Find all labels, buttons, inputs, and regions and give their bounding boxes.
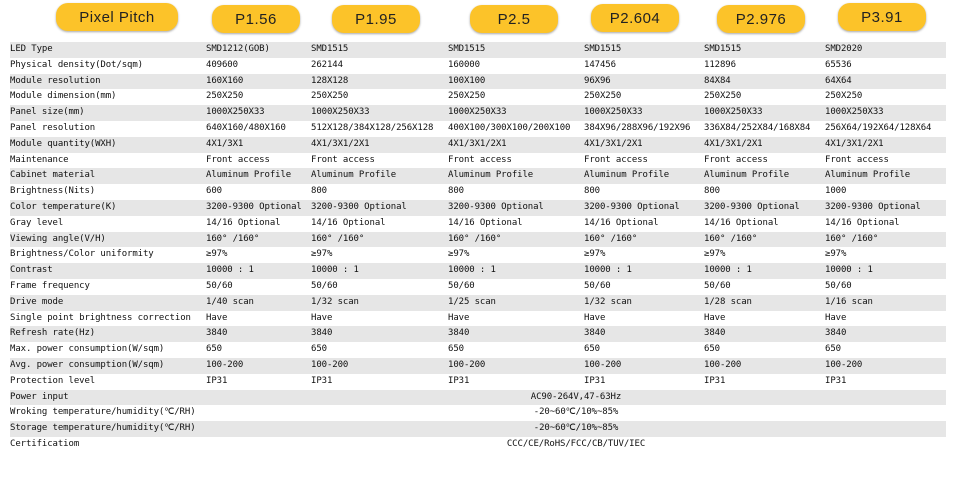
spec-value: IP31 [825,374,946,390]
spec-label: Protection level [10,374,206,390]
spec-value: 160° /160° [448,232,584,248]
spec-row [10,216,946,232]
spec-row [10,232,946,248]
spec-value: 14/16 Optional [206,216,311,232]
pixel-pitch-header [0,0,972,40]
spec-row [10,311,946,327]
spec-value: Aluminum Profile [448,168,584,184]
spec-label: Storage temperature/humidity(℃/RH) [10,421,206,437]
spec-value: Have [584,311,704,327]
spec-value: 50/60 [206,279,311,295]
spec-value: 64X64 [825,74,946,90]
spec-value: ≥97% [448,247,584,263]
pitch-p2-604: P2.604 [591,4,679,32]
spec-value: 3200-9300 Optional [825,200,946,216]
spec-value: 800 [448,184,584,200]
spec-value: 800 [704,184,825,200]
spec-value: 4X1/3X1/2X1 [311,137,448,153]
spec-value: 112896 [704,58,825,74]
pitch-p2-5: P2.5 [470,5,558,33]
spec-value: 4X1/3X1/2X1 [704,137,825,153]
spec-value: 160X160 [206,74,311,90]
spec-value: 384X96/288X96/192X96 [584,121,704,137]
spec-span-value: -20~60℃/10%~85% [206,421,946,437]
spec-row [10,168,946,184]
spec-value: Have [704,311,825,327]
spec-label: Brightness(Nits) [10,184,206,200]
spec-value: 1000X250X33 [704,105,825,121]
spec-row [10,263,946,279]
spec-value: Aluminum Profile [825,168,946,184]
spec-value: 1000 [825,184,946,200]
spec-row [10,200,946,216]
spec-label: Drive mode [10,295,206,311]
spec-value: 3840 [206,326,311,342]
spec-value: SMD2020 [825,42,946,58]
spec-span-row [10,437,946,453]
spec-label: Brightness/Color uniformity [10,247,206,263]
spec-value: ≥97% [704,247,825,263]
spec-value: 1000X250X33 [584,105,704,121]
pitch-p1-95: P1.95 [332,5,420,33]
spec-value: Front access [704,153,825,169]
spec-value: 128X128 [311,74,448,90]
spec-value: 409600 [206,58,311,74]
spec-value: 650 [311,342,448,358]
spec-value: SMD1515 [584,42,704,58]
spec-value: 3840 [448,326,584,342]
spec-value: 250X250 [584,89,704,105]
spec-value: 100-200 [825,358,946,374]
spec-value: 50/60 [825,279,946,295]
spec-value: 100-200 [311,358,448,374]
spec-value: 96X96 [584,74,704,90]
spec-value: 14/16 Optional [704,216,825,232]
spec-label: Avg. power consumption(W/sqm) [10,358,206,374]
spec-row [10,58,946,74]
spec-value: SMD1515 [704,42,825,58]
spec-value: 10000 : 1 [704,263,825,279]
spec-row [10,137,946,153]
spec-value: 100-200 [704,358,825,374]
spec-value: 50/60 [448,279,584,295]
spec-value: 3200-9300 Optional [704,200,825,216]
spec-value: 1000X250X33 [825,105,946,121]
spec-value: 50/60 [584,279,704,295]
spec-value: Aluminum Profile [584,168,704,184]
spec-value: 250X250 [825,89,946,105]
spec-value: 3840 [825,326,946,342]
spec-value: 50/60 [311,279,448,295]
spec-row [10,358,946,374]
spec-value: 160° /160° [584,232,704,248]
spec-row [10,326,946,342]
spec-row [10,247,946,263]
spec-value: 10000 : 1 [206,263,311,279]
spec-value: 160° /160° [311,232,448,248]
spec-span-value: CCC/CE/RoHS/FCC/CB/TUV/IEC [206,437,946,453]
spec-value: 800 [311,184,448,200]
spec-value: Front access [206,153,311,169]
spec-value: Aluminum Profile [704,168,825,184]
spec-value: 100-200 [584,358,704,374]
spec-value: ≥97% [311,247,448,263]
spec-value: 10000 : 1 [448,263,584,279]
spec-value: 10000 : 1 [825,263,946,279]
spec-value: 1/40 scan [206,295,311,311]
spec-value: 650 [704,342,825,358]
spec-value: Front access [448,153,584,169]
spec-label: Module dimension(mm) [10,89,206,105]
spec-value: 160° /160° [704,232,825,248]
spec-value: 640X160/480X160 [206,121,311,137]
spec-value: IP31 [584,374,704,390]
spec-value: 3840 [584,326,704,342]
spec-value: 250X250 [448,89,584,105]
spec-value: 50/60 [704,279,825,295]
spec-row [10,153,946,169]
spec-value: 3200-9300 Optional [206,200,311,216]
pitch-p3-91: P3.91 [838,3,926,31]
spec-label: Refresh rate(Hz) [10,326,206,342]
spec-label: Single point brightness correction [10,311,206,327]
spec-value: 1000X250X33 [448,105,584,121]
spec-value: 1000X250X33 [206,105,311,121]
spec-value: Have [825,311,946,327]
spec-label: Viewing angle(V/H) [10,232,206,248]
spec-row [10,342,946,358]
spec-value: 1/28 scan [704,295,825,311]
spec-value: 650 [206,342,311,358]
spec-label: LED Type [10,42,206,58]
spec-value: 1/32 scan [311,295,448,311]
spec-value: IP31 [206,374,311,390]
spec-label: Gray level [10,216,206,232]
spec-value: Have [311,311,448,327]
spec-value: 4X1/3X1/2X1 [584,137,704,153]
spec-value: 4X1/3X1/2X1 [448,137,584,153]
spec-value: 100-200 [448,358,584,374]
spec-value: 100X100 [448,74,584,90]
spec-value: 650 [448,342,584,358]
spec-value: 3200-9300 Optional [584,200,704,216]
spec-value: Front access [311,153,448,169]
spec-value: 160° /160° [206,232,311,248]
spec-value: ≥97% [825,247,946,263]
spec-value: 14/16 Optional [584,216,704,232]
spec-span-row [10,421,946,437]
spec-value: 256X64/192X64/128X64 [825,121,946,137]
spec-label: Cabinet material [10,168,206,184]
spec-value: 10000 : 1 [311,263,448,279]
spec-value: 262144 [311,58,448,74]
spec-value: 250X250 [206,89,311,105]
spec-value: 100-200 [206,358,311,374]
spec-row [10,89,946,105]
spec-span-row [10,390,946,406]
spec-row [10,184,946,200]
spec-row [10,42,946,58]
spec-value: 4X1/3X1 [206,137,311,153]
spec-value: 10000 : 1 [584,263,704,279]
spec-row [10,295,946,311]
spec-value: 3840 [704,326,825,342]
spec-value: 650 [584,342,704,358]
pitch-p2-976: P2.976 [717,5,805,33]
spec-label: Contrast [10,263,206,279]
spec-label: Panel resolution [10,121,206,137]
spec-value: 3200-9300 Optional [448,200,584,216]
spec-value: 400X100/300X100/200X100 [448,121,584,137]
spec-value: 4X1/3X1/2X1 [825,137,946,153]
spec-value: 336X84/252X84/168X84 [704,121,825,137]
spec-value: 14/16 Optional [311,216,448,232]
spec-value: Front access [584,153,704,169]
spec-value: 650 [825,342,946,358]
spec-value: 512X128/384X128/256X128 [311,121,448,137]
spec-value: Aluminum Profile [206,168,311,184]
spec-table [10,42,946,453]
spec-value: Have [448,311,584,327]
spec-value: 14/16 Optional [448,216,584,232]
spec-row [10,279,946,295]
spec-value: SMD1515 [448,42,584,58]
pitch-p1-56: P1.56 [212,5,300,33]
spec-value: 1/16 scan [825,295,946,311]
spec-value: 1/25 scan [448,295,584,311]
spec-value: IP31 [448,374,584,390]
pixel-pitch-label: Pixel Pitch [56,3,178,31]
spec-label: Module quantity(WXH) [10,137,206,153]
spec-row [10,374,946,390]
spec-span-value: AC90-264V,47-63Hz [206,390,946,406]
spec-span-value: -20~60℃/10%~85% [206,405,946,421]
spec-value: 65536 [825,58,946,74]
spec-label: Physical density(Dot/sqm) [10,58,206,74]
spec-value: 14/16 Optional [825,216,946,232]
spec-value: 147456 [584,58,704,74]
spec-label: Panel size(mm) [10,105,206,121]
spec-value: 3840 [311,326,448,342]
spec-value: 1000X250X33 [311,105,448,121]
spec-label: Maintenance [10,153,206,169]
spec-value: 600 [206,184,311,200]
spec-value: Aluminum Profile [311,168,448,184]
spec-value: 84X84 [704,74,825,90]
spec-label: Frame frequency [10,279,206,295]
spec-value: Front access [825,153,946,169]
spec-label: Wroking temperature/humidity(℃/RH) [10,405,206,421]
spec-label: Power input [10,390,206,406]
spec-label: Max. power consumption(W/sqm) [10,342,206,358]
spec-value: IP31 [311,374,448,390]
spec-value: 160° /160° [825,232,946,248]
spec-label: Certificatiom [10,437,206,453]
spec-value: SMD1212(GOB) [206,42,311,58]
spec-label: Module resolution [10,74,206,90]
spec-value: ≥97% [584,247,704,263]
spec-row [10,74,946,90]
spec-value: IP31 [704,374,825,390]
spec-row [10,105,946,121]
spec-value: 800 [584,184,704,200]
spec-label: Color temperature(K) [10,200,206,216]
spec-value: 3200-9300 Optional [311,200,448,216]
spec-value: 1/32 scan [584,295,704,311]
spec-value: ≥97% [206,247,311,263]
spec-value: 250X250 [704,89,825,105]
spec-value: 250X250 [311,89,448,105]
spec-value: 160000 [448,58,584,74]
spec-value: Have [206,311,311,327]
spec-value: SMD1515 [311,42,448,58]
spec-row [10,121,946,137]
spec-span-row [10,405,946,421]
